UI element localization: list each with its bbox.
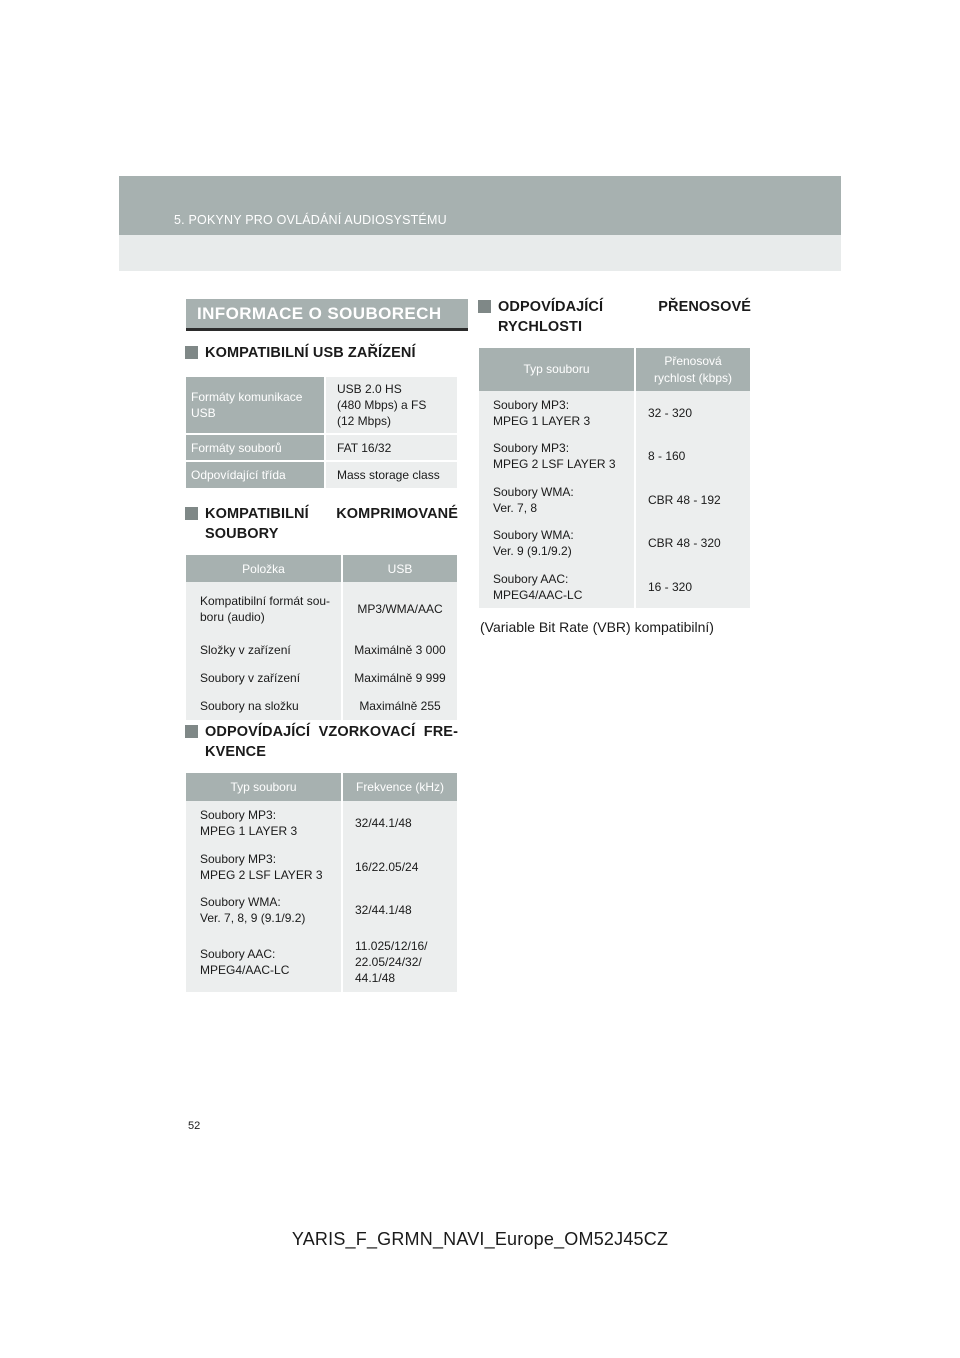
table-cell: Maximálně 9 999 <box>342 664 457 692</box>
table-cell: Soubory WMA: Ver. 7, 8 <box>479 478 635 521</box>
table-row <box>186 692 457 720</box>
table-row <box>186 377 457 434</box>
column-header: Přenosová rychlost (kbps) <box>635 348 750 391</box>
table-cell: Soubory MP3: MPEG 1 LAYER 3 <box>479 391 635 434</box>
table-cell: Soubory MP3: MPEG 2 LSF LAYER 3 <box>186 845 342 888</box>
table-row <box>186 434 457 461</box>
table-cell: FAT 16/32 <box>325 434 457 461</box>
bitrate-heading: ODPOVÍDAJÍCÍ PŘENOSOVÉ RYCHLOSTI <box>479 297 751 337</box>
page-number: 52 <box>188 1120 201 1132</box>
table-cell: Mass storage class <box>325 461 457 488</box>
vbr-note: (Variable Bit Rate (VBR) kompatibilní) <box>480 619 714 635</box>
column-header: Typ souboru <box>479 348 635 391</box>
table-cell: 32 - 320 <box>635 391 750 434</box>
table-row <box>479 478 750 521</box>
table-row <box>479 521 750 565</box>
table-cell: Soubory AAC: MPEG4/AAC-LC <box>479 565 635 608</box>
table-row <box>186 801 457 845</box>
chapter-title: 5. POKYNY PRO OVLÁDÁNÍ AUDIOSYSTÉMU <box>174 213 447 227</box>
sampling-table <box>186 773 457 992</box>
bitrate-table <box>479 348 750 608</box>
square-bullet-icon <box>185 346 198 359</box>
usb-devices-table <box>186 377 457 488</box>
table-cell: Soubory na složku <box>186 692 342 720</box>
table-row <box>186 461 457 488</box>
table-cell: Formáty komunikace USB <box>186 377 325 434</box>
table-cell: CBR 48 - 192 <box>635 478 750 521</box>
table-cell: 16 - 320 <box>635 565 750 608</box>
table-row <box>186 932 457 992</box>
table-cell: 32/44.1/48 <box>342 801 457 845</box>
compressed-files-heading: KOMPATIBILNÍ KOMPRIMOVANÉ SOUBORY <box>186 504 458 544</box>
table-row <box>186 582 457 636</box>
column-header: Položka <box>186 555 342 582</box>
table-cell: CBR 48 - 320 <box>635 521 750 565</box>
table-cell: MP3/WMA/AAC <box>342 582 457 636</box>
table-row <box>186 845 457 888</box>
column-header: Typ souboru <box>186 773 342 801</box>
table-cell: Soubory MP3: MPEG 1 LAYER 3 <box>186 801 342 845</box>
table-cell: 8 - 160 <box>635 434 750 478</box>
table-cell: Složky v zařízení <box>186 636 342 664</box>
header-band <box>119 176 841 271</box>
table-cell: 16/22.05/24 <box>342 845 457 888</box>
table-row <box>479 391 750 434</box>
table-row <box>479 565 750 608</box>
table-row <box>186 664 457 692</box>
table-cell: Soubory AAC: MPEG4/AAC-LC <box>186 932 342 992</box>
table-cell: Kompatibilní formát sou- boru (audio) <box>186 582 342 636</box>
header-bar <box>119 176 841 235</box>
table-cell: Formáty souborů <box>186 434 325 461</box>
square-bullet-icon <box>478 300 491 313</box>
table-cell: Soubory WMA: Ver. 7, 8, 9 (9.1/9.2) <box>186 888 342 932</box>
table-cell: Maximálně 3 000 <box>342 636 457 664</box>
table-header-row <box>186 555 457 582</box>
table-cell: USB 2.0 HS (480 Mbps) a FS (12 Mbps) <box>325 377 457 434</box>
compressed-files-table <box>186 555 457 720</box>
table-header-row <box>186 773 457 801</box>
document-code: YARIS_F_GRMN_NAVI_Europe_OM52J45CZ <box>291 1229 669 1249</box>
table-cell: Soubory WMA: Ver. 9 (9.1/9.2) <box>479 521 635 565</box>
table-cell: Soubory v zařízení <box>186 664 342 692</box>
table-header-row <box>479 348 750 391</box>
usb-devices-heading: KOMPATIBILNÍ USB ZAŘÍZENÍ <box>186 343 458 363</box>
table-cell: Maximálně 255 <box>342 692 457 720</box>
table-cell: Odpovídající třída <box>186 461 325 488</box>
square-bullet-icon <box>185 507 198 520</box>
table-row <box>186 636 457 664</box>
table-row <box>479 434 750 478</box>
table-cell: 32/44.1/48 <box>342 888 457 932</box>
sampling-heading: ODPOVÍDAJÍCÍ VZORKOVACÍ FRE- KVENCE <box>186 722 458 762</box>
table-row <box>186 888 457 932</box>
table-cell: 11.025/12/16/ 22.05/24/32/ 44.1/48 <box>342 932 457 992</box>
column-header: USB <box>342 555 457 582</box>
section-title: INFORMACE O SOUBORECH <box>186 299 468 331</box>
square-bullet-icon <box>185 725 198 738</box>
column-header: Frekvence (kHz) <box>342 773 457 801</box>
table-cell: Soubory MP3: MPEG 2 LSF LAYER 3 <box>479 434 635 478</box>
